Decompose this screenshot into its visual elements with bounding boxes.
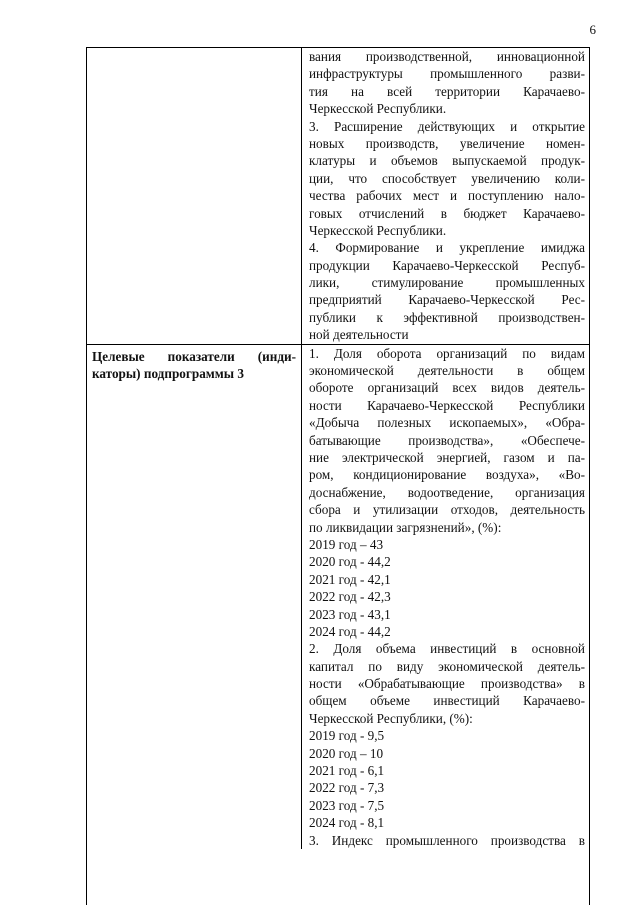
indicator-value-line: 2019 год - 9,5 <box>309 728 385 744</box>
indicator-value-line: 2020 год – 10 <box>309 745 384 761</box>
row2-value-cell <box>302 345 589 849</box>
indicator-value-line: 2021 год - 42,1 <box>309 571 391 587</box>
text-line: ции, что способствует увеличению коли- <box>309 170 585 186</box>
text-line: по ликвидации загрязнений», (%): <box>309 519 502 535</box>
text-line: публики к эффективной производствен- <box>309 309 585 325</box>
text-line: продукции Карачаево-Черкесской Респуб- <box>309 257 585 273</box>
text-line: 1. Доля оборота организаций по видам <box>309 345 585 361</box>
indicator-value-line: 2023 год - 7,5 <box>309 797 385 813</box>
indicator-value-line: 2024 год - 8,1 <box>309 815 385 831</box>
text-line: Черкесской Республики, (%): <box>309 710 473 726</box>
text-line: ние электрической энергией, газом и па- <box>309 449 585 465</box>
text-line: предприятий Карачаево-Черкесской Рес- <box>309 292 585 308</box>
text-line: клатуры и объемов выпускаемой продук- <box>309 153 585 169</box>
text-line: ной деятельности <box>309 327 409 343</box>
row-label-line: каторы) подпрограммы 3 <box>92 366 244 382</box>
row2-label-cell <box>87 345 302 849</box>
indicator-value-line: 2020 год - 44,2 <box>309 554 391 570</box>
text-line: доснабжение, водоотведение, организация <box>309 484 585 500</box>
text-line: «Добыча полезных ископаемых», «Обра- <box>309 415 585 431</box>
row1-value-cell <box>302 48 589 344</box>
table-row-target-indicators <box>87 345 589 849</box>
text-line: вания производственной, инновационной <box>309 49 585 64</box>
text-line: батывающие производства», «Обеспече- <box>309 432 585 448</box>
text-line: Черкесской Республики. <box>309 101 447 117</box>
text-line: говых отчислений в бюджет Карачаево- <box>309 205 585 221</box>
text-line: ности Карачаево-Черкесской Республики <box>309 397 585 413</box>
text-line: 2. Доля объема инвестиций в основной <box>309 641 585 657</box>
passport-table <box>86 47 590 905</box>
text-line: инфраструктуры промышленного разви- <box>309 66 585 82</box>
text-line: 3. Индекс промышленного производства в <box>309 832 585 848</box>
text-line: капитал по виду экономической деятель- <box>309 658 585 674</box>
indicator-value-line: 2021 год - 6,1 <box>309 763 385 779</box>
text-line: обороте организаций всех видов деятель- <box>309 380 585 396</box>
text-line: ности «Обрабатывающие производства» в <box>309 676 585 692</box>
row-label-line: Целевые показатели (инди- <box>92 348 296 364</box>
indicator-value-line: 2024 год - 44,2 <box>309 623 391 639</box>
text-line: экономической деятельности в общем <box>309 363 585 379</box>
indicator-value-line: 2022 год - 7,3 <box>309 780 385 796</box>
text-line: 4. Формирование и укрепление имиджа <box>309 240 585 256</box>
indicator-value-line: 2022 год - 42,3 <box>309 589 391 605</box>
page-number: 6 <box>589 22 596 37</box>
text-line: лики, стимулирование промышленных <box>309 275 585 291</box>
text-line: тия на всей территории Карачаево- <box>309 83 585 99</box>
text-line: чества рабочих мест и поступлению нало- <box>309 188 585 204</box>
indicator-value-line: 2019 год – 43 <box>309 536 384 552</box>
text-line: 3. Расширение действующих и открытие <box>309 118 585 134</box>
row1-label-cell <box>87 48 302 344</box>
text-line: общем объеме инвестиций Карачаево- <box>309 693 585 709</box>
text-line: Черкесской Республики. <box>309 222 447 238</box>
text-line: ром, кондиционирование воздуха», «Во- <box>309 467 585 483</box>
text-line: новых производств, увеличение номен- <box>309 135 585 151</box>
indicator-value-line: 2023 год - 43,1 <box>309 606 391 622</box>
text-line: сбора и утилизации отходов, деятельность <box>309 502 585 518</box>
table-row-continuation <box>87 48 589 345</box>
